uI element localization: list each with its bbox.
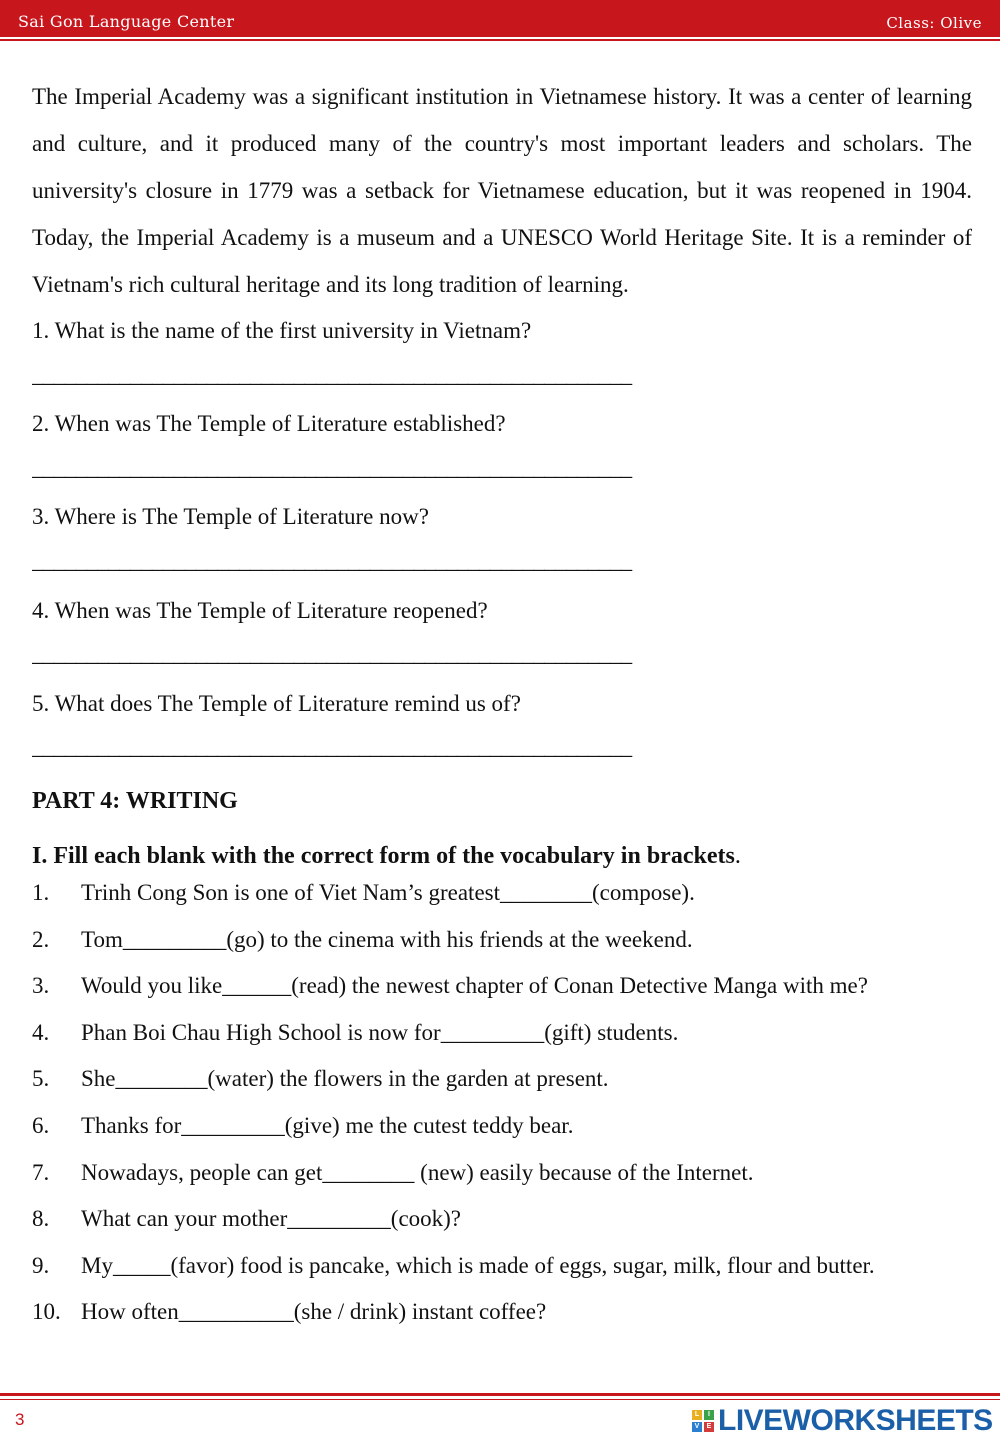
item-text: She________(water) the flowers in the garden at present.: [81, 1066, 609, 1092]
footer-divider-thin: [0, 1399, 1000, 1400]
list-item[interactable]: [32, 1150, 972, 1197]
item-number: 5.: [32, 1066, 50, 1092]
item-text: Tom_________(go) to the cinema with his friends at the weekend.: [81, 926, 693, 952]
item-text: How often__________(she / drink) instant coffee?: [81, 1299, 547, 1325]
list-item[interactable]: [32, 1010, 972, 1057]
reading-passage: The Imperial Academy was a significant institution in Vietnamese history. It was a center of learning and culture, and it produced many of the country's most important leaders and scholars. The university's closure in 1779 was a setback for Vietnamese education, but it was reopened in 1904. Today, the Imperial Academy is a museum and a UNESCO World Heritage Site. It is a reminder of Vietnam's rich cultural heritage and its long tradition of learning.: [32, 84, 972, 297]
logo-grid-icon: [692, 1410, 714, 1432]
list-item[interactable]: [32, 1289, 972, 1336]
logo-letter-i: I: [704, 1410, 714, 1420]
answer-line-4[interactable]: _______________________________________________________: [32, 641, 632, 667]
item-text: Would you like______(read) the newest chapter of Conan Detective Manga with me?: [81, 973, 868, 999]
header-divider: [0, 39, 1000, 41]
list-item[interactable]: [32, 1243, 972, 1290]
list-item[interactable]: [32, 963, 972, 1010]
instruction-period: .: [734, 842, 741, 869]
logo-text: LIVEWORKSHEETS: [718, 1404, 993, 1437]
exercise-instruction: [32, 826, 972, 874]
item-number: 6.: [32, 1112, 50, 1138]
item-number: 2.: [32, 926, 50, 952]
item-text: Nowadays, people can get________ (new) easily because of the Internet.: [81, 1159, 754, 1185]
question-1: 1. What is the name of the first university in Vietnam?: [32, 318, 532, 343]
part-title: PART 4: WRITING: [32, 787, 238, 814]
worksheet-content: [32, 73, 972, 1336]
question-2: 2. When was The Temple of Literature established?: [32, 411, 506, 437]
list-item[interactable]: [32, 870, 972, 917]
item-text: Trinh Cong Son is one of Viet Nam’s greatest________(compose).: [81, 879, 695, 905]
list-item[interactable]: [32, 917, 972, 964]
question-3: 3. Where is The Temple of Literature now?: [32, 504, 429, 530]
exercise-list: [32, 870, 972, 1336]
question-list: [32, 308, 972, 774]
item-text: Thanks for_________(give) me the cutest teddy bear.: [81, 1112, 574, 1138]
question-4: 4. When was The Temple of Literature reopened?: [32, 597, 488, 623]
list-item[interactable]: [32, 1103, 972, 1150]
item-text: What can your mother_________(cook)?: [81, 1206, 462, 1232]
item-number: 9.: [32, 1252, 50, 1278]
item-number: 1.: [32, 879, 50, 905]
answer-line-3[interactable]: _______________________________________________________: [32, 547, 632, 573]
answer-line-5[interactable]: _______________________________________________________: [32, 734, 632, 760]
item-number: 4.: [32, 1019, 50, 1045]
footer-divider: [0, 1393, 1000, 1396]
logo-letter-v: V: [692, 1422, 702, 1432]
answer-line-2[interactable]: _______________________________________________________: [32, 454, 632, 480]
question-5: 5. What does The Temple of Literature remind us of?: [32, 690, 521, 716]
instruction-text: I. Fill each blank with the correct form of the vocabulary in brackets: [32, 842, 735, 869]
logo-letter-l: L: [692, 1410, 702, 1420]
list-item[interactable]: [32, 1196, 972, 1243]
page-number: 3: [15, 1410, 25, 1429]
logo-letter-e: E: [704, 1422, 714, 1432]
liveworksheets-logo[interactable]: [692, 1404, 993, 1438]
item-number: 8.: [32, 1206, 50, 1232]
item-number: 7.: [32, 1159, 50, 1185]
answer-line-1[interactable]: _______________________________________________________: [32, 361, 632, 387]
item-number: 3.: [32, 973, 50, 999]
item-number: 10.: [32, 1299, 61, 1325]
item-text: Phan Boi Chau High School is now for_________(gift) students.: [81, 1019, 679, 1045]
list-item[interactable]: [32, 1056, 972, 1103]
class-name: Class: Olive: [886, 14, 982, 32]
school-name: Sai Gon Language Center: [18, 12, 235, 31]
item-text: My_____(favor) food is pancake, which is made of eggs, sugar, milk, flour and butter.: [81, 1252, 875, 1278]
